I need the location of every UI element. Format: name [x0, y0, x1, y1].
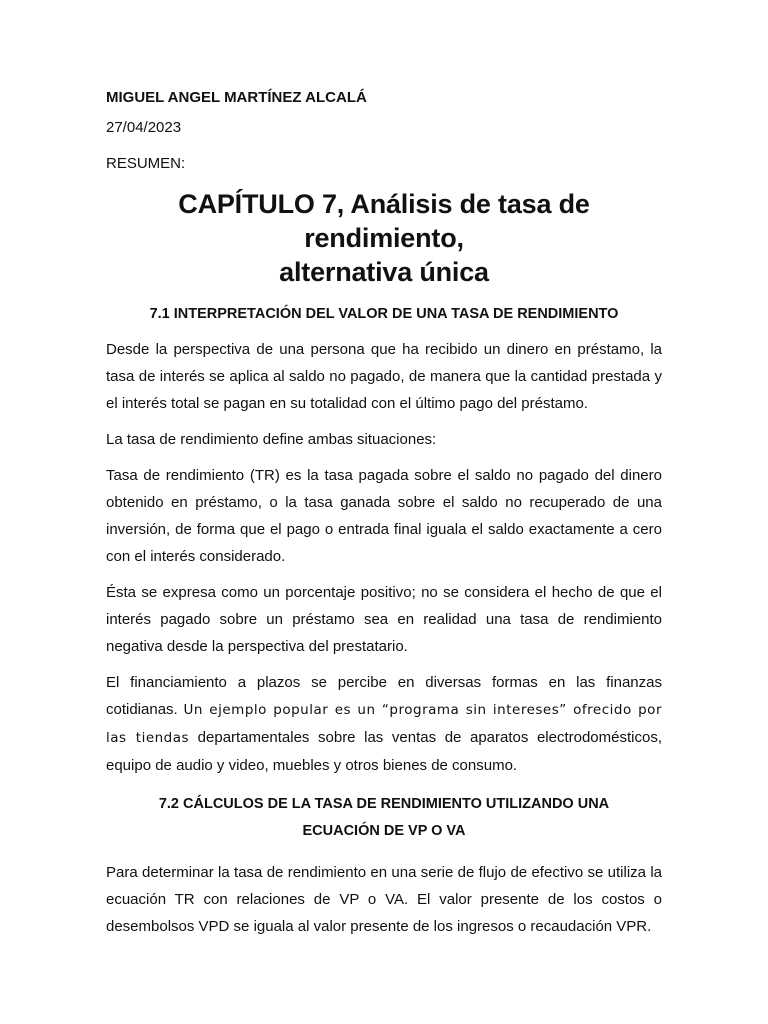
paragraph-part: departamentales sobre las ventas de aparatos electrodomésticos, equipo de audio y video, muebles y otros bienes de consumo. [106, 729, 662, 774]
chapter-title-line1: CAPÍTULO 7, Análisis de tasa de rendimiento, [178, 189, 590, 253]
section-heading-7-2 [106, 791, 662, 845]
resumen-label: RESUMEN: [106, 155, 186, 172]
author-name: MIGUEL ANGEL MARTÍNEZ ALCALÁ [106, 89, 367, 106]
paragraph: Ésta se expresa como un porcentaje positivo; no se considera el hecho de que el interés pagado sobre un préstamo sea en realidad una tasa de rendimiento negativa desde la perspectiva del prestatario. [106, 584, 662, 655]
document-page [106, 88, 662, 949]
document-date: 27/04/2023 [106, 119, 182, 136]
paragraph: Para determinar la tasa de rendimiento en una serie de flujo de efectivo se utiliza la ecuación TR con relaciones de VP o VA. El valor presente de los costos o desembolsos VPD se iguala al valor presente de los ingresos o recaudación VPR. [106, 864, 662, 935]
section-heading-7-1: 7.1 INTERPRETACIÓN DEL VALOR DE UNA TASA DE RENDIMIENTO [149, 306, 619, 322]
section-heading-line1: 7.2 CÁLCULOS DE LA TASA DE RENDIMIENTO UTILIZANDO UNA [158, 796, 610, 812]
chapter-title [106, 187, 662, 289]
paragraph: La tasa de rendimiento define ambas situaciones: [106, 431, 437, 448]
paragraph-part: El financiamiento a plazos se percibe en diversas formas en las finanzas cotidianas. [106, 674, 662, 718]
paragraph-part: Un ejemplo popular es un “programa sin intereses” ofrecido por las tiendas [106, 702, 662, 746]
paragraph: Desde la perspectiva de una persona que ha recibido un dinero en préstamo, la tasa de interés se aplica al saldo no pagado, de manera que la cantidad prestada y el interés total se pagan en su totalidad con el último pago del préstamo. [106, 341, 662, 412]
section-heading-line2: ECUACIÓN DE VP O VA [302, 823, 466, 839]
paragraph: Tasa de rendimiento (TR) es la tasa pagada sobre el saldo no pagado del dinero obtenido en préstamo, o la tasa ganada sobre el saldo no recuperado de una inversión, de forma que el pago o entrada final iguala el saldo exactamente a cero con el interés considerado. [106, 467, 662, 565]
chapter-title-line2: alternativa única [279, 257, 489, 287]
paragraph-financiamiento [106, 669, 662, 779]
